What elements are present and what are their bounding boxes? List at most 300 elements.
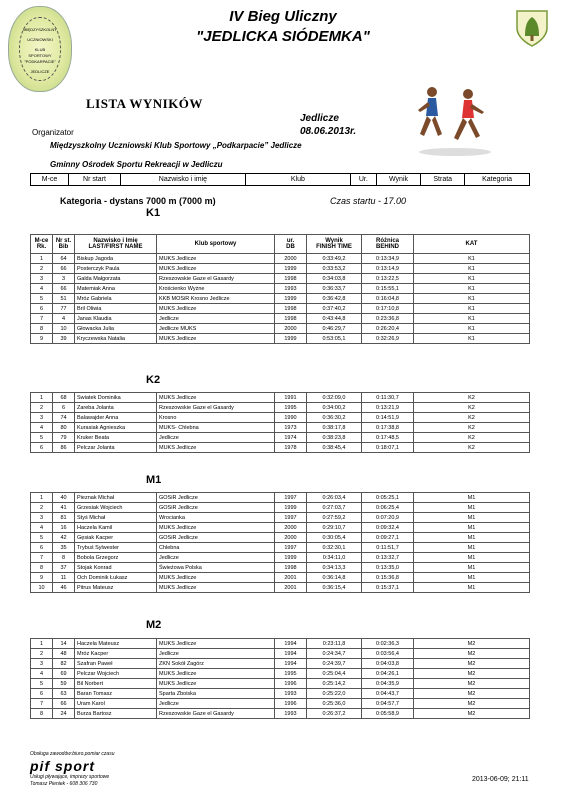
finish-time-cell: 0:34:03,8 [307,274,362,284]
summary-col: Klub [245,174,350,186]
bib-cell: 48 [53,649,75,659]
category-cell: M1 [414,563,530,573]
summary-col: Nazwisko i imię [120,174,245,186]
name-cell: Bril Oliwia [75,304,157,314]
club-cell: Krościenko Wyżne [157,284,275,294]
finish-time-cell: 0:38:23,8 [307,433,362,443]
category-cell: K1 [414,274,530,284]
finish-time-cell: 0:29:10,7 [307,523,362,533]
logo-text-5: "PODKARPACIE" [24,59,56,64]
name-cell: Swiatek Dominika [75,393,157,403]
summary-col: Ur. [350,174,376,186]
place-cell: 4 [31,284,53,294]
category-cell: K1 [414,264,530,274]
birth-year-cell: 1999 [275,334,307,344]
bib-cell: 4 [53,314,75,324]
behind-cell: 0:15:36,8 [362,573,414,583]
category-cell: K1 [414,284,530,294]
finish-time-cell: 0:32:09,0 [307,393,362,403]
summary-col: Strata [421,174,465,186]
birth-year-cell: 2001 [275,583,307,593]
name-cell: Mróz Gabriela [75,294,157,304]
place-cell: 8 [31,324,53,334]
bib-cell: 66 [53,699,75,709]
club-cell: MUKS Jedlicze [157,334,275,344]
bib-cell: 37 [53,563,75,573]
place-cell: 2 [31,503,53,513]
category-cell: M2 [414,639,530,649]
category-cell: K1 [414,294,530,304]
section-label-m2: M2 [146,619,162,631]
bib-cell: 16 [53,523,75,533]
place-cell: 1 [31,254,53,264]
finish-time-cell: 0:27:59,2 [307,513,362,523]
logo-text-6: JEDLICZE [30,69,50,74]
name-cell: Kurasiak Agnieszka [75,423,157,433]
bib-cell: 10 [53,324,75,334]
column-header-label: Nazwisko i Imię [93,238,138,244]
event-place: Jedlicze [300,113,339,124]
birth-year-cell: 1996 [275,679,307,689]
finish-time-cell: 0:46:29,7 [307,324,362,334]
birth-year-cell: 1994 [275,649,307,659]
behind-cell: 0:13:34,9 [362,254,414,264]
category-cell: M1 [414,553,530,563]
bib-cell: 69 [53,669,75,679]
place-cell: 5 [31,679,53,689]
category-cell: K2 [414,413,530,423]
column-header [75,235,157,254]
behind-cell: 0:15:37,1 [362,583,414,593]
category-cell: M1 [414,543,530,553]
name-cell: Janas Klaudia [75,314,157,324]
bib-cell: 8 [53,553,75,563]
summary-col: Nr start [69,174,121,186]
table-row [31,503,530,513]
club-cell: Jedlicze [157,699,275,709]
table-row [31,513,530,523]
club-cell: MUKS Jedlicze [157,264,275,274]
name-cell: Pelczar Wojciech [75,669,157,679]
category-cell: K2 [414,403,530,413]
behind-cell: 0:06:25,4 [362,503,414,513]
bib-cell: 80 [53,423,75,433]
bib-cell: 77 [53,304,75,314]
club-cell: MUKS Jedlicze [157,254,275,264]
club-cell: MUKS Jedlicze [157,443,275,453]
finish-time-cell: 0:25:04,4 [307,669,362,679]
category-cell: K2 [414,443,530,453]
club-cell: MUKS Jedlicze [157,669,275,679]
club-cell: Świeżowa Polska [157,563,275,573]
club-cell: Jedlicze MUKS [157,324,275,334]
table-row [31,403,530,413]
club-cell: Rzeszowskie Gaze el Gasardy [157,274,275,284]
category-cell: M1 [414,573,530,583]
category-cell: M1 [414,493,530,503]
place-cell: 5 [31,433,53,443]
name-cell: Trybuś Sylwester [75,543,157,553]
table-row [31,563,530,573]
club-cell: ZKN Sokół Zagórz [157,659,275,669]
birth-year-cell: 1998 [275,304,307,314]
name-cell: Styś Michał [75,513,157,523]
bib-cell: 59 [53,679,75,689]
behind-cell: 0:26:20,4 [362,324,414,334]
bib-cell: 11 [53,573,75,583]
column-header-label: Klub sportowy [194,241,237,247]
club-cell: Wrocianka [157,513,275,523]
place-cell: 6 [31,543,53,553]
place-cell: 8 [31,563,53,573]
table-row [31,304,530,314]
club-cell: Sparta Zboiska [157,689,275,699]
column-header [31,235,53,254]
bib-cell: 66 [53,264,75,274]
birth-year-cell: 2001 [275,573,307,583]
finish-time-cell: 0:24:39,7 [307,659,362,669]
place-cell: 3 [31,659,53,669]
club-cell: MUKS Jedlicze [157,639,275,649]
coat-of-arms-icon [514,8,550,48]
name-cell: Haczela Mateusz [75,639,157,649]
behind-cell: 0:04:03,8 [362,659,414,669]
table-row [31,659,530,669]
name-cell: Bobola Grzegorz [75,553,157,563]
bib-cell: 51 [53,294,75,304]
name-cell: Uram Karol [75,699,157,709]
club-cell: Jedlicze [157,433,275,443]
bib-cell: 42 [53,533,75,543]
birth-year-cell: 2000 [275,254,307,264]
column-summary-header [30,173,530,186]
results-table-k2 [30,392,530,453]
runners-illustration-icon [410,82,500,162]
behind-cell: 0:02:36,3 [362,639,414,649]
birth-year-cell: 1996 [275,699,307,709]
category-cell: K1 [414,334,530,344]
behind-cell: 0:13:35,0 [362,563,414,573]
name-cell: Głowacka Julia [75,324,157,334]
behind-cell: 0:07:20,9 [362,513,414,523]
name-cell: Pelczar Jolanta [75,443,157,453]
footer-brand-logo: pif sport [30,758,95,774]
behind-cell: 0:13:22,5 [362,274,414,284]
birth-year-cell: 1998 [275,314,307,324]
table-header-row [31,235,530,254]
table-row [31,709,530,719]
table-row [31,324,530,334]
category-cell: M2 [414,689,530,699]
birth-year-cell: 1998 [275,563,307,573]
behind-cell: 0:09:27,1 [362,533,414,543]
table-row [31,393,530,403]
club-cell: Krosno [157,413,275,423]
column-header [157,235,275,254]
birth-year-cell: 1999 [275,264,307,274]
results-table-k1 [30,234,530,344]
category-cell: M1 [414,523,530,533]
logo-text-1: MIĘDZYSZKOLNY [23,27,57,32]
behind-cell: 0:11:51,7 [362,543,414,553]
place-cell: 4 [31,523,53,533]
name-cell: Zareba Jolanta [75,403,157,413]
category-cell: M2 [414,649,530,659]
finish-time-cell: 0:38:45,4 [307,443,362,453]
category-cell: M2 [414,709,530,719]
club-cell: GOSiR Jedlicze [157,533,275,543]
name-cell: Balawajder Anna [75,413,157,423]
table-row [31,689,530,699]
finish-time-cell: 0:37:40,2 [307,304,362,314]
category-cell: K1 [414,324,530,334]
column-header [414,235,530,254]
place-cell: 2 [31,403,53,413]
name-cell: Grzesiak Wojciech [75,503,157,513]
column-header-label: Różnica [375,238,399,244]
place-cell: 7 [31,699,53,709]
column-header-label: ur. [286,238,295,244]
name-cell: Galda Małgorzata [75,274,157,284]
table-row [31,433,530,443]
bib-cell: 66 [53,284,75,294]
club-cell: MUKS Jedlicze [157,523,275,533]
column-header-sublabel: FINISH TIME [316,244,352,250]
birth-year-cell: 1973 [275,423,307,433]
category-cell: M1 [414,533,530,543]
table-row [31,649,530,659]
finish-time-cell: 0:25:14,2 [307,679,362,689]
bib-cell: 68 [53,393,75,403]
place-cell: 2 [31,649,53,659]
name-cell: Biskup Jagoda [75,254,157,264]
finish-time-cell: 0:32:30,1 [307,543,362,553]
category-cell: M2 [414,679,530,689]
bib-cell: 79 [53,433,75,443]
birth-year-cell: 2000 [275,533,307,543]
summary-col: M-ce [31,174,69,186]
club-cell: Jedlicze [157,314,275,324]
organizer-2: Gminny Ośrodek Sportu Rekreacji w Jedliczu [50,160,223,169]
birth-year-cell: 1990 [275,413,307,423]
table-row [31,583,530,593]
logo-text-3: KLUB [34,47,46,52]
category-cell: M2 [414,669,530,679]
club-cell: MUKS- Chlebna [157,423,275,433]
finish-time-cell: 0:36:42,8 [307,294,362,304]
behind-cell: 0:13:21,9 [362,403,414,413]
place-cell: 9 [31,573,53,583]
bib-cell: 64 [53,254,75,264]
birth-year-cell: 1999 [275,553,307,563]
behind-cell: 0:32:26,9 [362,334,414,344]
finish-time-cell: 0:34:00,2 [307,403,362,413]
place-cell: 4 [31,423,53,433]
behind-cell: 0:04:43,7 [362,689,414,699]
birth-year-cell: 1997 [275,543,307,553]
name-cell: Mróz Kacper [75,649,157,659]
behind-cell: 0:13:14,9 [362,264,414,274]
bib-cell: 86 [53,443,75,453]
footer-service: Obsługa zawodów:biuro.pomiar czasu [30,751,115,757]
finish-time-cell: 0:30:05,4 [307,533,362,543]
place-cell: 3 [31,413,53,423]
summary-col: Kategoria [465,174,530,186]
column-header [275,235,307,254]
place-cell: 8 [31,709,53,719]
club-cell: Chlebna [157,543,275,553]
behind-cell: 0:11:30,7 [362,393,414,403]
column-header-sublabel: Rk. [36,244,47,250]
category-cell: M1 [414,513,530,523]
club-cell: MUKS Jedlicze [157,393,275,403]
place-cell: 6 [31,689,53,699]
table-row [31,543,530,553]
behind-cell: 0:16:04,8 [362,294,414,304]
finish-time-cell: 0:36:33,7 [307,284,362,294]
birth-year-cell: 2000 [275,523,307,533]
column-header-label: Nr st. [55,238,72,244]
birth-year-cell: 1997 [275,493,307,503]
finish-time-cell: 0:23:11,8 [307,639,362,649]
bib-cell: 40 [53,493,75,503]
name-cell: Pieznak Michał [75,493,157,503]
category-cell: K2 [414,423,530,433]
table-row [31,314,530,324]
table-row [31,274,530,284]
finish-time-cell: 0:33:49,2 [307,254,362,264]
column-header-sublabel: Bib [58,244,69,250]
birth-year-cell: 1997 [275,513,307,523]
behind-cell: 0:04:35,9 [362,679,414,689]
finish-time-cell: 0:43:44,8 [307,314,362,324]
behind-cell: 0:17:48,5 [362,433,414,443]
name-cell: Haczela Kamil [75,523,157,533]
section-label-k1: K1 [146,207,161,219]
behind-cell: 0:17:10,8 [362,304,414,314]
column-header-sublabel: LAST/FIRST NAME [88,244,143,250]
finish-time-cell: 0:26:37,2 [307,709,362,719]
club-cell: MUKS Jedlicze [157,583,275,593]
table-row [31,699,530,709]
bib-cell: 6 [53,403,75,413]
finish-time-cell: 0:33:53,2 [307,264,362,274]
column-header [307,235,362,254]
column-header [362,235,414,254]
place-cell: 6 [31,443,53,453]
behind-cell: 0:05:58,9 [362,709,414,719]
table-row [31,573,530,583]
club-cell: GOSiR Jedlicze [157,493,275,503]
name-cell: Burza Bartosz [75,709,157,719]
club-cell: KKB MOSiR Krosno Jedlicze [157,294,275,304]
summary-col: Wynik [376,174,420,186]
bib-cell: 14 [53,639,75,649]
behind-cell: 0:17:38,8 [362,423,414,433]
behind-cell: 0:05:25,1 [362,493,414,503]
finish-time-cell: 0:26:03,4 [307,493,362,503]
table-row [31,443,530,453]
table-row [31,413,530,423]
table-row [31,423,530,433]
category-cell: K1 [414,314,530,324]
name-cell: Posterczyk Paula [75,264,157,274]
birth-year-cell: 1993 [275,689,307,699]
birth-year-cell: 1998 [275,274,307,284]
place-cell: 3 [31,274,53,284]
finish-time-cell: 0:36:14,8 [307,573,362,583]
name-cell: Szafran Paweł [75,659,157,669]
behind-cell: 0:15:55,1 [362,284,414,294]
finish-time-cell: 0:25:22,0 [307,689,362,699]
footer-contact: Tomasz Pieniek - 608 306 730 [30,781,98,787]
bib-cell: 74 [53,413,75,423]
column-header-label: M-ce [34,238,49,244]
club-cell: GOSiR Jedlicze [157,503,275,513]
bib-cell: 82 [53,659,75,669]
finish-time-cell: 0:36:30,2 [307,413,362,423]
bib-cell: 41 [53,503,75,513]
bib-cell: 63 [53,689,75,699]
finish-time-cell: 0:36:15,4 [307,583,362,593]
name-cell: Kruker Beata [75,433,157,443]
results-table-m1 [30,492,530,593]
category-cell: K1 [414,254,530,264]
results-list-heading: LISTA WYNIKÓW [86,96,203,111]
finish-time-cell: 0:34:13,3 [307,563,362,573]
birth-year-cell: 1995 [275,669,307,679]
table-row [31,679,530,689]
table-row [31,284,530,294]
column-header-sublabel: BEHIND [375,244,399,250]
category-cell: M1 [414,503,530,513]
table-row [31,533,530,543]
name-cell: Matemiak Anna [75,284,157,294]
behind-cell: 0:09:32,4 [362,523,414,533]
column-header-label: Wynik [325,238,343,244]
category-cell: K2 [414,393,530,403]
bib-cell: 3 [53,274,75,284]
bib-cell: 81 [53,513,75,523]
category-cell: K2 [414,433,530,443]
table-row [31,639,530,649]
name-cell: Baran Tomasz [75,689,157,699]
column-header [53,235,75,254]
behind-cell: 0:04:26,1 [362,669,414,679]
birth-year-cell: 1991 [275,393,307,403]
place-cell: 1 [31,493,53,503]
club-cell: MUKS Jedlicze [157,304,275,314]
name-cell: Pitrus Mateusz [75,583,157,593]
place-cell: 1 [31,639,53,649]
birth-year-cell: 1974 [275,433,307,443]
place-cell: 6 [31,304,53,314]
club-cell: Jedlicze [157,553,275,563]
finish-time-cell: 0:38:17,8 [307,423,362,433]
name-cell: Kryczewska Natalia [75,334,157,344]
birth-year-cell: 1993 [275,709,307,719]
event-subtitle: "JEDLICKA SIÓDEMKA" [196,28,370,45]
logo-text-2: UCZNIOWSKI [27,37,53,42]
table-row [31,334,530,344]
section-label-m1: M1 [146,474,162,486]
place-cell: 5 [31,533,53,543]
behind-cell: 0:18:07,1 [362,443,414,453]
table-row [31,264,530,274]
finish-time-cell: 0:34:11,0 [307,553,362,563]
place-cell: 5 [31,294,53,304]
table-row [31,493,530,503]
